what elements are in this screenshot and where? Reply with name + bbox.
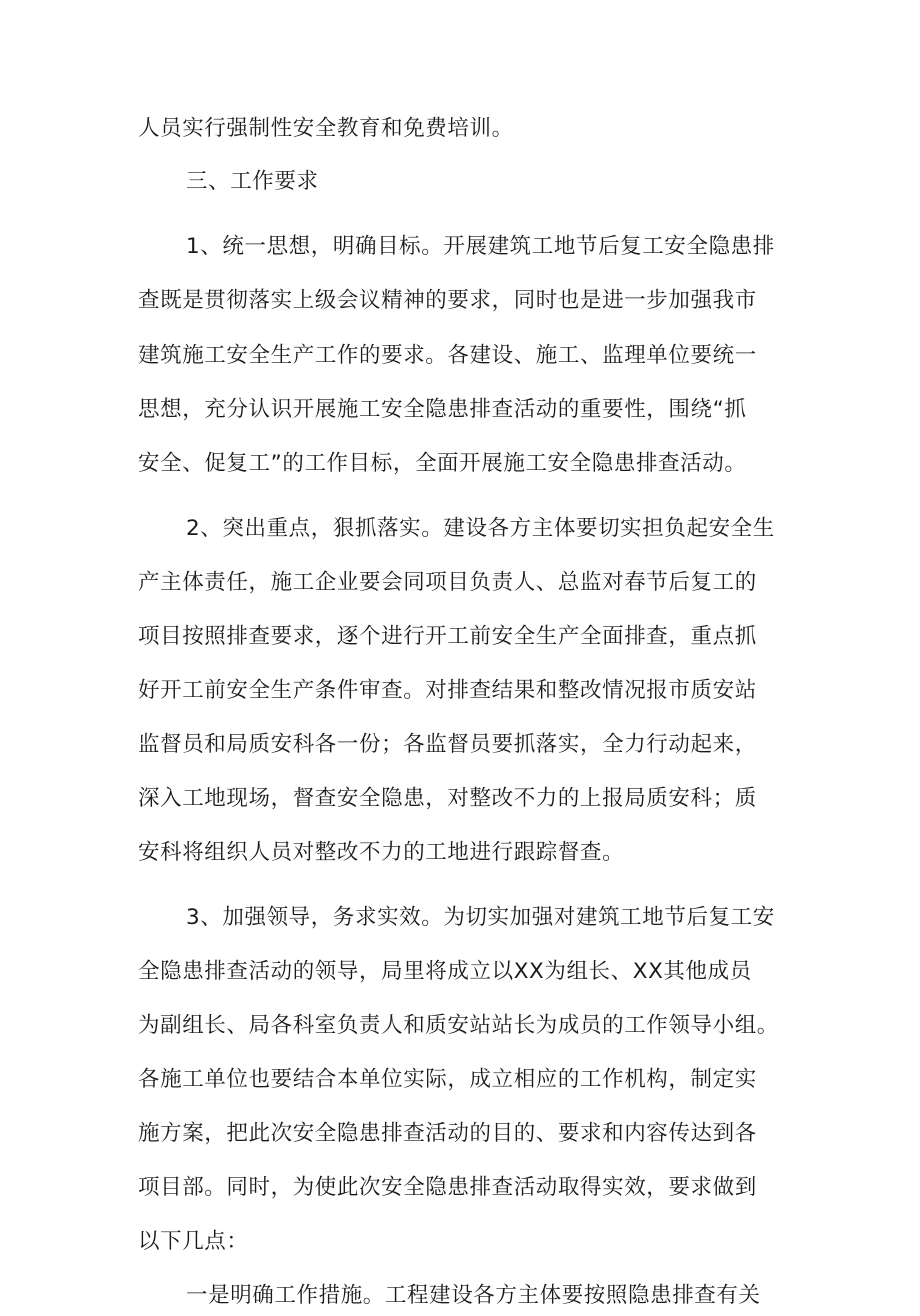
section-heading: 三、工作要求 <box>186 169 319 194</box>
paragraph-line: 3、加强领导，务求实效。为切实加强对建筑工地节后复工安 <box>186 905 775 930</box>
paragraph-line: 好开工前安全生产条件审查。对排查结果和整改情况报市质安站 <box>138 678 757 703</box>
paragraph-line: 建筑施工安全生产工作的要求。各建设、施工、监理单位要统一 <box>138 343 757 368</box>
paragraph-line: 安科将组织人员对整改不力的工地进行跟踪督查。 <box>138 840 625 865</box>
paragraph-line: 思想，充分认识开展施工安全隐患排查活动的重要性，围绕“抓 <box>138 397 747 422</box>
paragraph-line: 产主体责任，施工企业要会同项目负责人、总监对春节后复工的 <box>138 570 757 595</box>
paragraph-line: 为副组长、局各科室负责人和质安站站长为成员的工作领导小组。 <box>138 1013 779 1038</box>
paragraph-line: 监督员和局质安科各一份；各监督员要抓落实，全力行动起来， <box>138 732 757 757</box>
paragraph-line: 深入工地现场，督查安全隐患，对整改不力的上报局质安科；质 <box>138 786 757 811</box>
paragraph-line: 查既是贯彻落实上级会议精神的要求，同时也是进一步加强我市 <box>138 288 757 313</box>
paragraph-line: 以下几点： <box>138 1229 249 1254</box>
paragraph-line: 全隐患排查活动的领导，局里将成立以XX为组长、XX其他成员 <box>138 959 752 984</box>
paragraph-line: 施方案，把此次安全隐患排查活动的目的、要求和内容传达到各 <box>138 1121 757 1146</box>
paragraph-line: 各施工单位也要结合本单位实际，成立相应的工作机构，制定实 <box>138 1067 757 1092</box>
paragraph-line: 1、统一思想，明确目标。开展建筑工地节后复工安全隐患排 <box>186 234 775 259</box>
paragraph-line: 项目部。同时，为使此次安全隐患排查活动取得实效，要求做到 <box>138 1175 757 1200</box>
text-line: 人员实行强制性安全教育和免费培训。 <box>138 116 514 141</box>
paragraph-line: 2、突出重点，狠抓落实。建设各方主体要切实担负起安全生 <box>186 516 775 541</box>
paragraph-line: 项目按照排查要求，逐个进行开工前安全生产全面排查，重点抓 <box>138 624 757 649</box>
paragraph-line: 一是明确工作措施。工程建设各方主体要按照隐患排查有关 <box>186 1283 761 1308</box>
paragraph-line: 安全、促复工”的工作目标，全面开展施工安全隐患排查活动。 <box>138 451 747 476</box>
